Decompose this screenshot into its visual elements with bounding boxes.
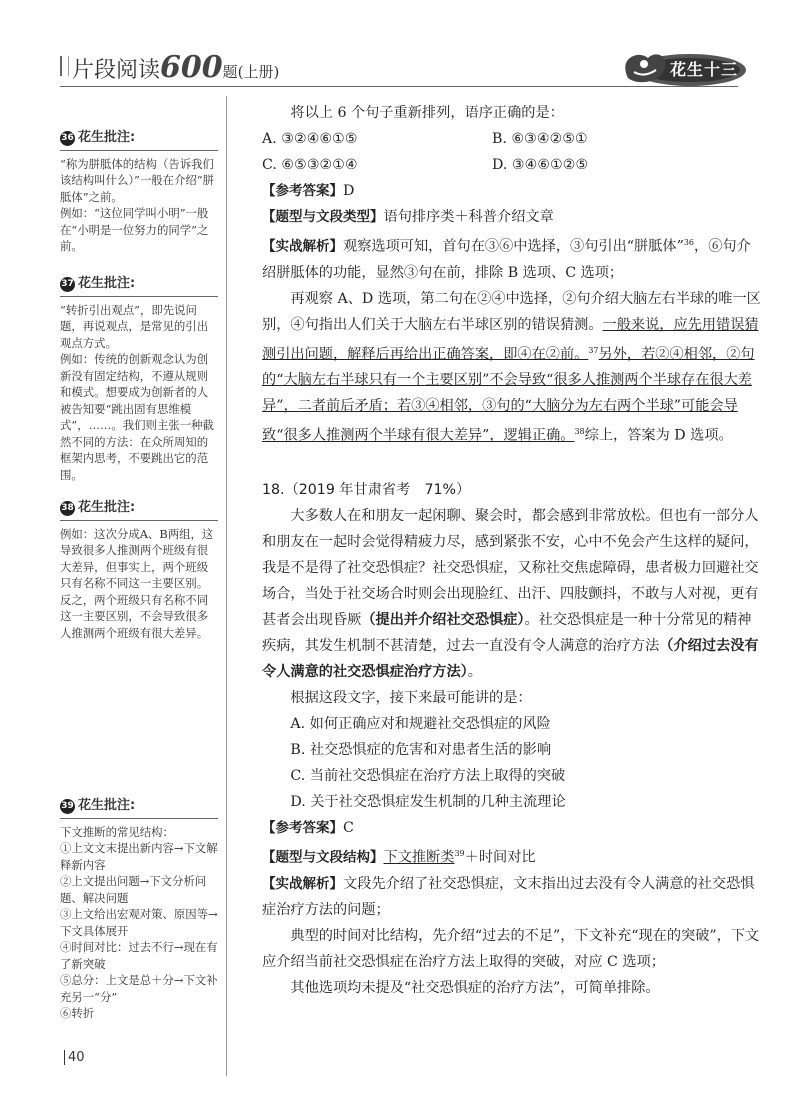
q17-option-c: C. ⑥⑤③②①④ [262, 157, 358, 173]
main-content [262, 100, 762, 1001]
q17-options [262, 126, 762, 178]
annotation-line: 下文推断的常见结构： [60, 824, 174, 839]
annotation-line: ⑤总分：上文是总＋分→下文补充另一“分” [60, 973, 218, 1004]
q17-analysis-1: 【实战解析】观察选项可知，首句在③⑥中选择，③句引出“胼胝体”$^{36}$，⑥句介绍胼胝体的功能，显然③句在前，排除 B 选项、C 选项； [262, 238, 751, 281]
q18-stem: 根据这段文字，接下来最可能讲的是： [290, 690, 532, 707]
annotation-ref-36[interactable]: 36 [683, 238, 695, 247]
annotation-number-icon: 38 [60, 501, 75, 516]
annotation-line: “称为胼胝体的结构（告诉我们该结构叫什么）”一般在介绍“胼胝体”之前。 [60, 156, 215, 204]
q18-option-d: D. 关于社交恐惧症发生机制的几种主流理论 [290, 794, 566, 811]
q17-stem: 将以上 6 个句子重新排列，语序正确的是： [290, 105, 564, 121]
annotation-39 [60, 798, 218, 1022]
annotation-line: ④时间对比：过去不行→现在有了新突破 [60, 940, 218, 971]
annotation-36 [60, 130, 218, 255]
annotation-line: 反之，两个班级只有名称不同这一主要区别，不会导致很多人推测两个班级有很大差异。 [60, 592, 209, 640]
q18-analysis-2: 典型的时间对比结构，先介绍“过去的不足”，下文补充“现在的突破”，下文应介绍当前社交恐惧症在治疗方法上取得的突破，对应 C 选项； [262, 927, 760, 970]
logo-text: 花生十三 [670, 60, 739, 79]
annotation-line: 例如：传统的创新观念认为创新没有固定结构，不遵从规则和模式。想要成为创新者的人被告知要“跳出固有思维模式”，……。我们则主张一种截然不同的方法：在众所周知的框架内思考，不要跳出它的范围。 [60, 352, 214, 482]
page-number: 40 [64, 1050, 85, 1065]
q18-header: 18.（2019 年甘肃省考 71%） [262, 482, 471, 499]
annotation-title: 花生批注: [78, 130, 136, 145]
q18-answer: 【参考答案】C [262, 820, 354, 837]
q18-type: 【题型与文段结构】下文推断类$^{39}$＋时间对比 [262, 849, 536, 866]
annotation-title: 花生批注: [78, 276, 136, 291]
header-rule [60, 86, 738, 87]
book-title-prefix: 片段阅读 [72, 58, 161, 83]
annotation-line: ③上文给出宏观对策、原因等→下文具体展开 [60, 907, 218, 938]
q17-option-b: B. ⑥③④②⑤① [492, 131, 588, 147]
book-title-unit: 题 [222, 63, 238, 81]
annotation-line: ②上文提出问题→下文分析问题、解决问题 [60, 874, 207, 905]
q18-analysis-3: 其他选项均未提及“社交恐惧症的治疗方法”，可简单排除。 [290, 979, 660, 996]
book-title-number: 600 [160, 50, 223, 85]
book-title [60, 50, 279, 85]
q18-option-a: A. 如何正确应对和规避社交恐惧症的风险 [290, 716, 551, 733]
q17-option-a: A. ③②④⑥①⑤ [262, 131, 358, 147]
annotation-title: 花生批注: [78, 500, 136, 515]
sidebar-divider [226, 96, 227, 1076]
annotation-number-icon: 39 [60, 799, 75, 814]
q17-answer: 【参考答案】D [262, 183, 355, 199]
annotation-line: ⑥转折 [60, 1006, 95, 1020]
annotation-line: 例如：“这位同学叫小明”一般在“小明是一位努力的同学”之前。 [60, 206, 209, 253]
annotation-ref-37[interactable]: 37 [588, 345, 599, 355]
annotation-line: ①上文文末提出新内容→下文解释新内容 [60, 841, 218, 872]
annotation-37 [60, 276, 218, 483]
annotation-ref-38[interactable]: 38 [574, 427, 585, 437]
annotation-line: 例如：这次分成A、B两组，这导致很多人推测两个班级有很大差异，但事实上，两个班级只有名称不同这一主要区别。 [60, 526, 214, 590]
q18-analysis-1: 【实战解析】文段先介绍了社交恐惧症，文末指出过去没有令人满意的社交恐惧症治疗方法的问题； [262, 875, 755, 918]
annotation-line: “转折引出观点”，即先说问题，再说观点，是常见的引出观点方式。 [60, 302, 209, 350]
brand-logo [608, 48, 748, 90]
q17-analysis-2: 再观察 A、D 选项，第二句在②④中选择，②句介绍大脑左右半球的唯一区别，④句指出人们关于大脑左右半球区别的错误猜测。一般来说，应先用错误猜测引出问题，解释后再给出正确答案，即④在②前。$^{37}$另外，若②④相邻，②句的“大脑左右半球只有一个主要区别”不会导致“很多人推测两个半球存在很大差异”，二者前后矛盾；若③④相邻，③句的“大脑分为左右两个半球”可能会导致“很多人推测两个半球有很大差异”，逻辑正确。$^{38}$综上，答案为 D 选项。 [262, 290, 761, 445]
book-title-suffix: (上册) [237, 63, 280, 81]
q18-option-c: C. 当前社交恐惧症在治疗方法上取得的突破 [290, 768, 566, 785]
q18-option-b: B. 社交恐惧症的危害和对患者生活的影响 [290, 742, 552, 759]
annotation-number-icon: 36 [60, 131, 75, 146]
q17-option-d: D. ③④⑥①②⑤ [492, 157, 589, 173]
annotation-38 [60, 500, 218, 641]
annotation-title: 花生批注: [78, 798, 136, 813]
q18-passage: 大多数人在和朋友一起闲聊、聚会时，都会感到非常放松。但也有一部分人和朋友在一起时会觉得精疲力尽，感到紧张不安，心中不免会产生这样的疑问，我是不是得了社交恐惧症？社交恐惧症，又称社交焦虑障碍，患者极力回避社交场合，当处于社交场合时则会出现脸红、出汗、四肢颤抖，不敢与人对视，更有甚者会出现昏厥（提出并介绍社交恐惧症）。社交恐惧症是一种十分常见的精神疾病，其发生机制不甚清楚，过去一直没有令人满意的治疗方法（介绍过去没有令人满意的社交恐惧症治疗方法）。 [262, 508, 759, 681]
annotation-number-icon: 37 [60, 277, 75, 292]
annotation-ref-39[interactable]: 39 [454, 849, 465, 859]
q17-type: 【题型与文段类型】语句排序类＋科普介绍文章 [262, 209, 554, 225]
